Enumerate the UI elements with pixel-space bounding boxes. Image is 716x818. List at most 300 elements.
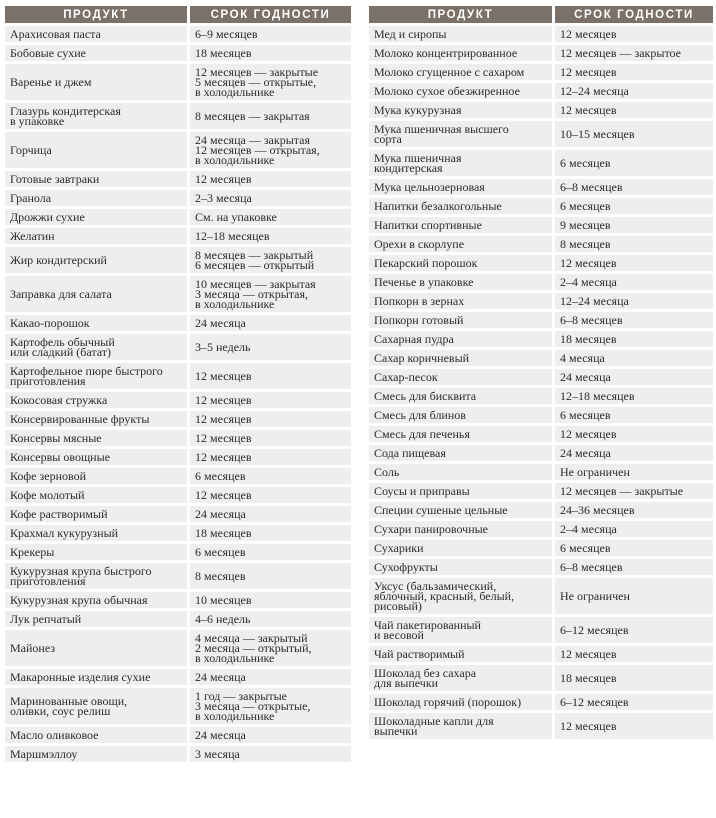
product-name-cell xyxy=(5,26,187,42)
table-row xyxy=(5,746,351,762)
shelf-life-value: 12 месяцев xyxy=(560,103,617,117)
shelf-life-value: 10–15 месяцев xyxy=(560,127,635,141)
product-name-cell xyxy=(369,445,552,461)
table-row xyxy=(5,611,351,627)
product-name-cell xyxy=(369,217,552,233)
product-name: Мука пшеничная высшего сорта xyxy=(374,122,509,146)
table-row xyxy=(369,540,713,556)
shelf-life-value: 24–36 месяцев xyxy=(560,503,635,517)
shelf-life-value: 24 месяца xyxy=(195,316,246,330)
shelf-life-value: 6 месяцев xyxy=(195,545,246,559)
product-name-cell xyxy=(5,525,187,541)
product-name: Глазурь кондитерская в упаковке xyxy=(10,104,121,128)
product-name-cell xyxy=(5,64,187,100)
product-name-cell xyxy=(5,190,187,206)
table-row xyxy=(5,727,351,743)
shelf-life-value: 6 месяцев xyxy=(560,199,611,213)
shelf-life-cell xyxy=(555,646,713,662)
product-name-cell xyxy=(369,388,552,404)
product-name: Попкорн готовый xyxy=(374,313,464,327)
table-row xyxy=(369,388,713,404)
shelf-life-value: 18 месяцев xyxy=(560,332,617,346)
shelf-life-value: 9 месяцев xyxy=(560,218,611,232)
product-name-cell xyxy=(5,315,187,331)
table-header-row xyxy=(5,6,351,23)
shelf-life-cell xyxy=(555,665,713,691)
table-row xyxy=(369,64,713,80)
product-name: Сахар коричневый xyxy=(374,351,470,365)
product-name-cell xyxy=(369,502,552,518)
column-header-shelf-life: СРОК ГОДНОСТИ xyxy=(190,6,351,23)
table-row xyxy=(369,198,713,214)
shelf-life-cell xyxy=(190,525,351,541)
product-name-cell xyxy=(5,688,187,724)
product-name-cell xyxy=(369,150,552,176)
product-name: Уксус (бальзамический, яблочный, красный, белый, рисовый) xyxy=(374,579,515,613)
shelf-life-value: 12 месяцев xyxy=(560,719,617,733)
shelf-life-table-right xyxy=(366,3,716,742)
shelf-life-value: Не ограничен xyxy=(560,589,630,603)
shelf-life-value: 18 месяцев xyxy=(195,46,252,60)
product-name: Консервированные фрукты xyxy=(10,412,150,426)
shelf-life-value: 12 месяцев xyxy=(195,412,252,426)
shelf-life-value: 6–8 месяцев xyxy=(560,313,623,327)
table-body-left xyxy=(5,26,351,762)
table-row xyxy=(369,312,713,328)
product-name-cell xyxy=(369,293,552,309)
shelf-life-cell xyxy=(190,592,351,608)
shelf-life-cell xyxy=(190,26,351,42)
table-row xyxy=(369,236,713,252)
product-name-cell xyxy=(369,236,552,252)
shelf-life-value: 6 месяцев xyxy=(560,156,611,170)
product-name: Бобовые сухие xyxy=(10,46,86,60)
shelf-life-value: 2–4 месяца xyxy=(560,522,617,536)
product-name-cell xyxy=(5,630,187,666)
shelf-life-value: 6 месяцев xyxy=(560,408,611,422)
product-name: Горчица xyxy=(10,143,52,157)
table-row xyxy=(5,487,351,503)
shelf-life-cell xyxy=(190,132,351,168)
product-name: Мед и сиропы xyxy=(374,27,447,41)
shelf-life-cell xyxy=(555,713,713,739)
table-row xyxy=(369,369,713,385)
table-row xyxy=(369,617,713,643)
shelf-life-cell xyxy=(555,369,713,385)
product-name: Смесь для блинов xyxy=(374,408,466,422)
product-name: Кокосовая стружка xyxy=(10,393,108,407)
table-row xyxy=(369,502,713,518)
product-name: Сухофрукты xyxy=(374,560,438,574)
shelf-life-value: 3–5 недель xyxy=(195,340,251,354)
shelf-life-value: 24 месяца xyxy=(560,370,611,384)
product-name: Кукурузная крупа быстрого приготовления xyxy=(10,564,152,588)
shelf-life-cell xyxy=(190,45,351,61)
table-row xyxy=(369,426,713,442)
table-row xyxy=(5,190,351,206)
product-name-cell xyxy=(5,363,187,389)
shelf-life-cell xyxy=(190,669,351,685)
table-row xyxy=(369,150,713,176)
product-name: Смесь для печенья xyxy=(374,427,470,441)
shelf-life-value: 12–24 месяца xyxy=(560,84,629,98)
product-name: Шоколадные капли для выпечки xyxy=(374,714,494,738)
product-name-cell xyxy=(369,559,552,575)
product-name-cell xyxy=(5,669,187,685)
shelf-life-value: 12 месяцев xyxy=(195,393,252,407)
product-name: Лук репчатый xyxy=(10,612,82,626)
product-name-cell xyxy=(5,544,187,560)
product-name-cell xyxy=(5,276,187,312)
product-name: Готовые завтраки xyxy=(10,172,100,186)
shelf-life-cell xyxy=(190,563,351,589)
product-name-cell xyxy=(369,617,552,643)
shelf-life-value: 8 месяцев xyxy=(560,237,611,251)
shelf-life-cell xyxy=(555,483,713,499)
table-row xyxy=(369,665,713,691)
product-name-cell xyxy=(5,171,187,187)
table-row xyxy=(5,411,351,427)
table-row xyxy=(369,293,713,309)
shelf-life-value: 12 месяцев xyxy=(195,369,252,383)
shelf-life-cell xyxy=(555,274,713,290)
shelf-life-value: 2–4 месяца xyxy=(560,275,617,289)
product-name-cell xyxy=(369,665,552,691)
table-row xyxy=(5,132,351,168)
product-name-cell xyxy=(5,746,187,762)
shelf-life-cell xyxy=(190,727,351,743)
product-name-cell xyxy=(369,102,552,118)
shelf-life-value: 12 месяцев — закрытые xyxy=(560,484,684,498)
product-name: Кофе растворимый xyxy=(10,507,108,521)
shelf-life-cell xyxy=(190,506,351,522)
table-row xyxy=(369,255,713,271)
product-name-cell xyxy=(5,449,187,465)
table-row xyxy=(369,331,713,347)
product-name: Мука пшеничная кондитерская xyxy=(374,151,462,175)
shelf-life-cell xyxy=(190,64,351,100)
table-row xyxy=(5,525,351,541)
product-name: Жир кондитерский xyxy=(10,253,107,267)
shelf-life-cell xyxy=(190,190,351,206)
product-name-cell xyxy=(369,646,552,662)
shelf-life-value: 12 месяцев — закрытые 5 месяцев — открытые, в холодильнике xyxy=(195,65,319,99)
product-name-cell xyxy=(369,312,552,328)
product-name: Кофе молотый xyxy=(10,488,85,502)
shelf-life-value: 4–6 недель xyxy=(195,612,251,626)
product-name-cell xyxy=(5,506,187,522)
shelf-life-cell xyxy=(555,464,713,480)
column-header-product: ПРОДУКТ xyxy=(5,6,187,23)
shelf-life-table-left xyxy=(2,3,354,765)
shelf-life-cell xyxy=(555,350,713,366)
shelf-life-cell xyxy=(190,746,351,762)
product-name: Кофе зерновой xyxy=(10,469,87,483)
shelf-life-cell xyxy=(555,293,713,309)
table-row xyxy=(5,171,351,187)
shelf-life-value: 6–9 месяцев xyxy=(195,27,258,41)
product-name-cell xyxy=(369,45,552,61)
product-name: Сахар-песок xyxy=(374,370,438,384)
table-row xyxy=(369,464,713,480)
shelf-life-value: 24 месяца xyxy=(560,446,611,460)
shelf-life-cell xyxy=(555,312,713,328)
table-row xyxy=(5,592,351,608)
table-row xyxy=(369,646,713,662)
shelf-life-value: 24 месяца xyxy=(195,507,246,521)
product-name: Смесь для бисквита xyxy=(374,389,477,403)
table-header-row xyxy=(369,6,713,23)
table-row xyxy=(5,276,351,312)
product-name-cell xyxy=(5,430,187,446)
shelf-life-value: 12 месяцев xyxy=(195,431,252,445)
product-name: Чай растворимый xyxy=(374,647,465,661)
product-name-cell xyxy=(5,727,187,743)
shelf-life-cell xyxy=(190,630,351,666)
product-name: Напитки спортивные xyxy=(374,218,482,232)
shelf-life-cell xyxy=(555,83,713,99)
product-name: Попкорн в зернах xyxy=(374,294,465,308)
table-row xyxy=(369,483,713,499)
shelf-life-cell xyxy=(555,331,713,347)
shelf-life-value: 18 месяцев xyxy=(560,671,617,685)
shelf-life-cell xyxy=(555,445,713,461)
table-row xyxy=(369,350,713,366)
table-row xyxy=(5,468,351,484)
product-name-cell xyxy=(5,592,187,608)
table-row xyxy=(5,26,351,42)
table-row xyxy=(5,334,351,360)
table-row xyxy=(369,26,713,42)
product-name: Соусы и приправы xyxy=(374,484,470,498)
product-name: Мука цельнозерновая xyxy=(374,180,485,194)
product-name-cell xyxy=(5,247,187,273)
shelf-life-value: 12–18 месяцев xyxy=(560,389,635,403)
table-row xyxy=(5,315,351,331)
shelf-life-cell xyxy=(190,334,351,360)
table-row xyxy=(5,669,351,685)
product-name: Варенье и джем xyxy=(10,75,92,89)
table-row xyxy=(5,103,351,129)
product-name: Картофель обычный или сладкий (батат) xyxy=(10,335,115,359)
table-row xyxy=(5,45,351,61)
shelf-life-cell xyxy=(190,276,351,312)
shelf-life-cell xyxy=(190,363,351,389)
shelf-life-value: 2–3 месяца xyxy=(195,191,252,205)
table-row xyxy=(369,694,713,710)
product-name: Молоко сухое обезжиренное xyxy=(374,84,520,98)
table-row xyxy=(369,578,713,614)
product-name-cell xyxy=(5,487,187,503)
column-header-shelf-life: СРОК ГОДНОСТИ xyxy=(555,6,713,23)
product-name-cell xyxy=(369,713,552,739)
shelf-life-value: 12 месяцев xyxy=(195,172,252,186)
product-name-cell xyxy=(5,411,187,427)
table-row xyxy=(369,559,713,575)
shelf-life-value: 4 месяца — закрытый 2 месяца — открытый, в холодильнике xyxy=(195,631,312,665)
table-row xyxy=(369,713,713,739)
product-name: Сода пищевая xyxy=(374,446,446,460)
product-name: Сухарики xyxy=(374,541,424,555)
product-name-cell xyxy=(369,64,552,80)
shelf-life-value: 18 месяцев xyxy=(195,526,252,540)
product-name-cell xyxy=(369,369,552,385)
shelf-life-cell xyxy=(555,102,713,118)
product-name-cell xyxy=(5,334,187,360)
shelf-life-value: 6 месяцев xyxy=(195,469,246,483)
product-name: Макаронные изделия сухие xyxy=(10,670,151,684)
product-name: Дрожжи сухие xyxy=(10,210,85,224)
shelf-life-value: 12 месяцев xyxy=(560,27,617,41)
shelf-life-cell xyxy=(190,392,351,408)
shelf-life-value: 12 месяцев xyxy=(560,647,617,661)
shelf-life-value: 6–8 месяцев xyxy=(560,560,623,574)
shelf-life-cell xyxy=(555,198,713,214)
product-name: Какао-порошок xyxy=(10,316,90,330)
shelf-life-cell xyxy=(555,407,713,423)
table-row xyxy=(5,392,351,408)
shelf-life-value: 12–18 месяцев xyxy=(195,229,270,243)
product-name: Маршмэллоу xyxy=(10,747,78,761)
shelf-life-value: 1 год — закрытые 3 месяца — открытые, в холодильнике xyxy=(195,689,311,723)
product-name-cell xyxy=(369,26,552,42)
shelf-life-value: 24 месяца xyxy=(195,670,246,684)
table-row xyxy=(5,228,351,244)
shelf-life-cell xyxy=(555,26,713,42)
shelf-life-cell xyxy=(555,521,713,537)
shelf-life-value: 12 месяцев — закрытое xyxy=(560,46,681,60)
shelf-life-cell xyxy=(555,217,713,233)
shelf-life-value: 6–8 месяцев xyxy=(560,180,623,194)
table-row xyxy=(5,563,351,589)
product-name: Консервы мясные xyxy=(10,431,102,445)
product-name-cell xyxy=(369,121,552,147)
shelf-life-cell xyxy=(555,64,713,80)
product-name: Шоколад без сахара для выпечки xyxy=(374,666,477,690)
product-name-cell xyxy=(369,198,552,214)
shelf-life-value: 12 месяцев xyxy=(560,427,617,441)
table-row xyxy=(5,430,351,446)
product-name-cell xyxy=(369,464,552,480)
shelf-life-value: 8 месяцев — закрытая xyxy=(195,109,310,123)
product-name-cell xyxy=(5,563,187,589)
product-name: Орехи в скорлупе xyxy=(374,237,465,251)
product-name: Напитки безалкогольные xyxy=(374,199,502,213)
table-row xyxy=(5,449,351,465)
product-name: Картофельное пюре быстрого приготовления xyxy=(10,364,163,388)
shelf-life-value: 3 месяца xyxy=(195,747,240,761)
shelf-life-cell xyxy=(190,430,351,446)
shelf-life-value: 6 месяцев xyxy=(560,541,611,555)
product-name: Молоко концентрированное xyxy=(374,46,518,60)
product-name: Желатин xyxy=(10,229,55,243)
shelf-life-cell xyxy=(190,468,351,484)
product-name: Маринованные овощи, оливки, соус релиш xyxy=(10,694,128,718)
product-name: Масло оливковое xyxy=(10,728,99,742)
column-header-product: ПРОДУКТ xyxy=(369,6,552,23)
product-name-cell xyxy=(369,179,552,195)
shelf-life-value: Не ограничен xyxy=(560,465,630,479)
table-row xyxy=(5,688,351,724)
table-row xyxy=(5,630,351,666)
product-name: Крахмал кукурузный xyxy=(10,526,119,540)
table-row xyxy=(5,544,351,560)
product-name: Арахисовая паста xyxy=(10,27,101,41)
table-row xyxy=(369,407,713,423)
shelf-life-cell xyxy=(190,688,351,724)
shelf-life-cell xyxy=(555,45,713,61)
product-name-cell xyxy=(369,426,552,442)
product-name-cell xyxy=(5,103,187,129)
product-name: Мука кукурузная xyxy=(374,103,462,117)
shelf-life-cell xyxy=(555,236,713,252)
shelf-life-cell xyxy=(555,150,713,176)
shelf-life-value: 12 месяцев xyxy=(195,488,252,502)
shelf-life-cell xyxy=(555,388,713,404)
table-row xyxy=(369,121,713,147)
table-row xyxy=(5,209,351,225)
shelf-life-cell xyxy=(555,255,713,271)
shelf-life-cell xyxy=(190,544,351,560)
table-row xyxy=(369,274,713,290)
product-name-cell xyxy=(369,521,552,537)
shelf-life-value: 4 месяца xyxy=(560,351,605,365)
shelf-life-value: 24 месяца — закрытая 12 месяцев — открытая, в холодильнике xyxy=(195,133,320,167)
product-name: Шоколад горячий (порошок) xyxy=(374,695,522,709)
product-name-cell xyxy=(5,392,187,408)
product-name-cell xyxy=(369,350,552,366)
table-row xyxy=(5,506,351,522)
table-row xyxy=(5,64,351,100)
product-name-cell xyxy=(5,468,187,484)
table-row xyxy=(369,179,713,195)
shelf-life-cell xyxy=(555,694,713,710)
shelf-life-cell xyxy=(555,540,713,556)
shelf-life-cell xyxy=(190,209,351,225)
shelf-life-cell xyxy=(190,449,351,465)
shelf-life-value: 8 месяцев xyxy=(195,569,246,583)
product-name-cell xyxy=(5,611,187,627)
shelf-life-cell xyxy=(555,502,713,518)
table-row xyxy=(5,363,351,389)
product-name: Крекеры xyxy=(10,545,55,559)
table-row xyxy=(5,247,351,273)
shelf-life-cell xyxy=(555,559,713,575)
product-name-cell xyxy=(369,483,552,499)
shelf-life-value: См. на упаковке xyxy=(195,210,277,224)
table-row xyxy=(369,83,713,99)
product-name: Сахарная пудра xyxy=(374,332,454,346)
product-name-cell xyxy=(369,407,552,423)
shelf-life-cell xyxy=(190,171,351,187)
shelf-life-cell xyxy=(555,578,713,614)
shelf-life-value: 6–12 месяцев xyxy=(560,623,629,637)
shelf-life-value: 8 месяцев — закрытый 6 месяцев — открытый xyxy=(195,248,315,272)
product-name: Соль xyxy=(374,465,400,479)
shelf-life-cell xyxy=(190,611,351,627)
shelf-life-cell xyxy=(555,617,713,643)
shelf-life-cell xyxy=(190,315,351,331)
product-name-cell xyxy=(369,274,552,290)
product-name: Молоко сгущенное с сахаром xyxy=(374,65,525,79)
product-name: Майонез xyxy=(10,641,56,655)
shelf-life-cell xyxy=(190,411,351,427)
shelf-life-value: 24 месяца xyxy=(195,728,246,742)
product-name-cell xyxy=(5,45,187,61)
product-name-cell xyxy=(369,578,552,614)
shelf-life-value: 12 месяцев xyxy=(560,256,617,270)
product-name: Специи сушеные цельные xyxy=(374,503,508,517)
